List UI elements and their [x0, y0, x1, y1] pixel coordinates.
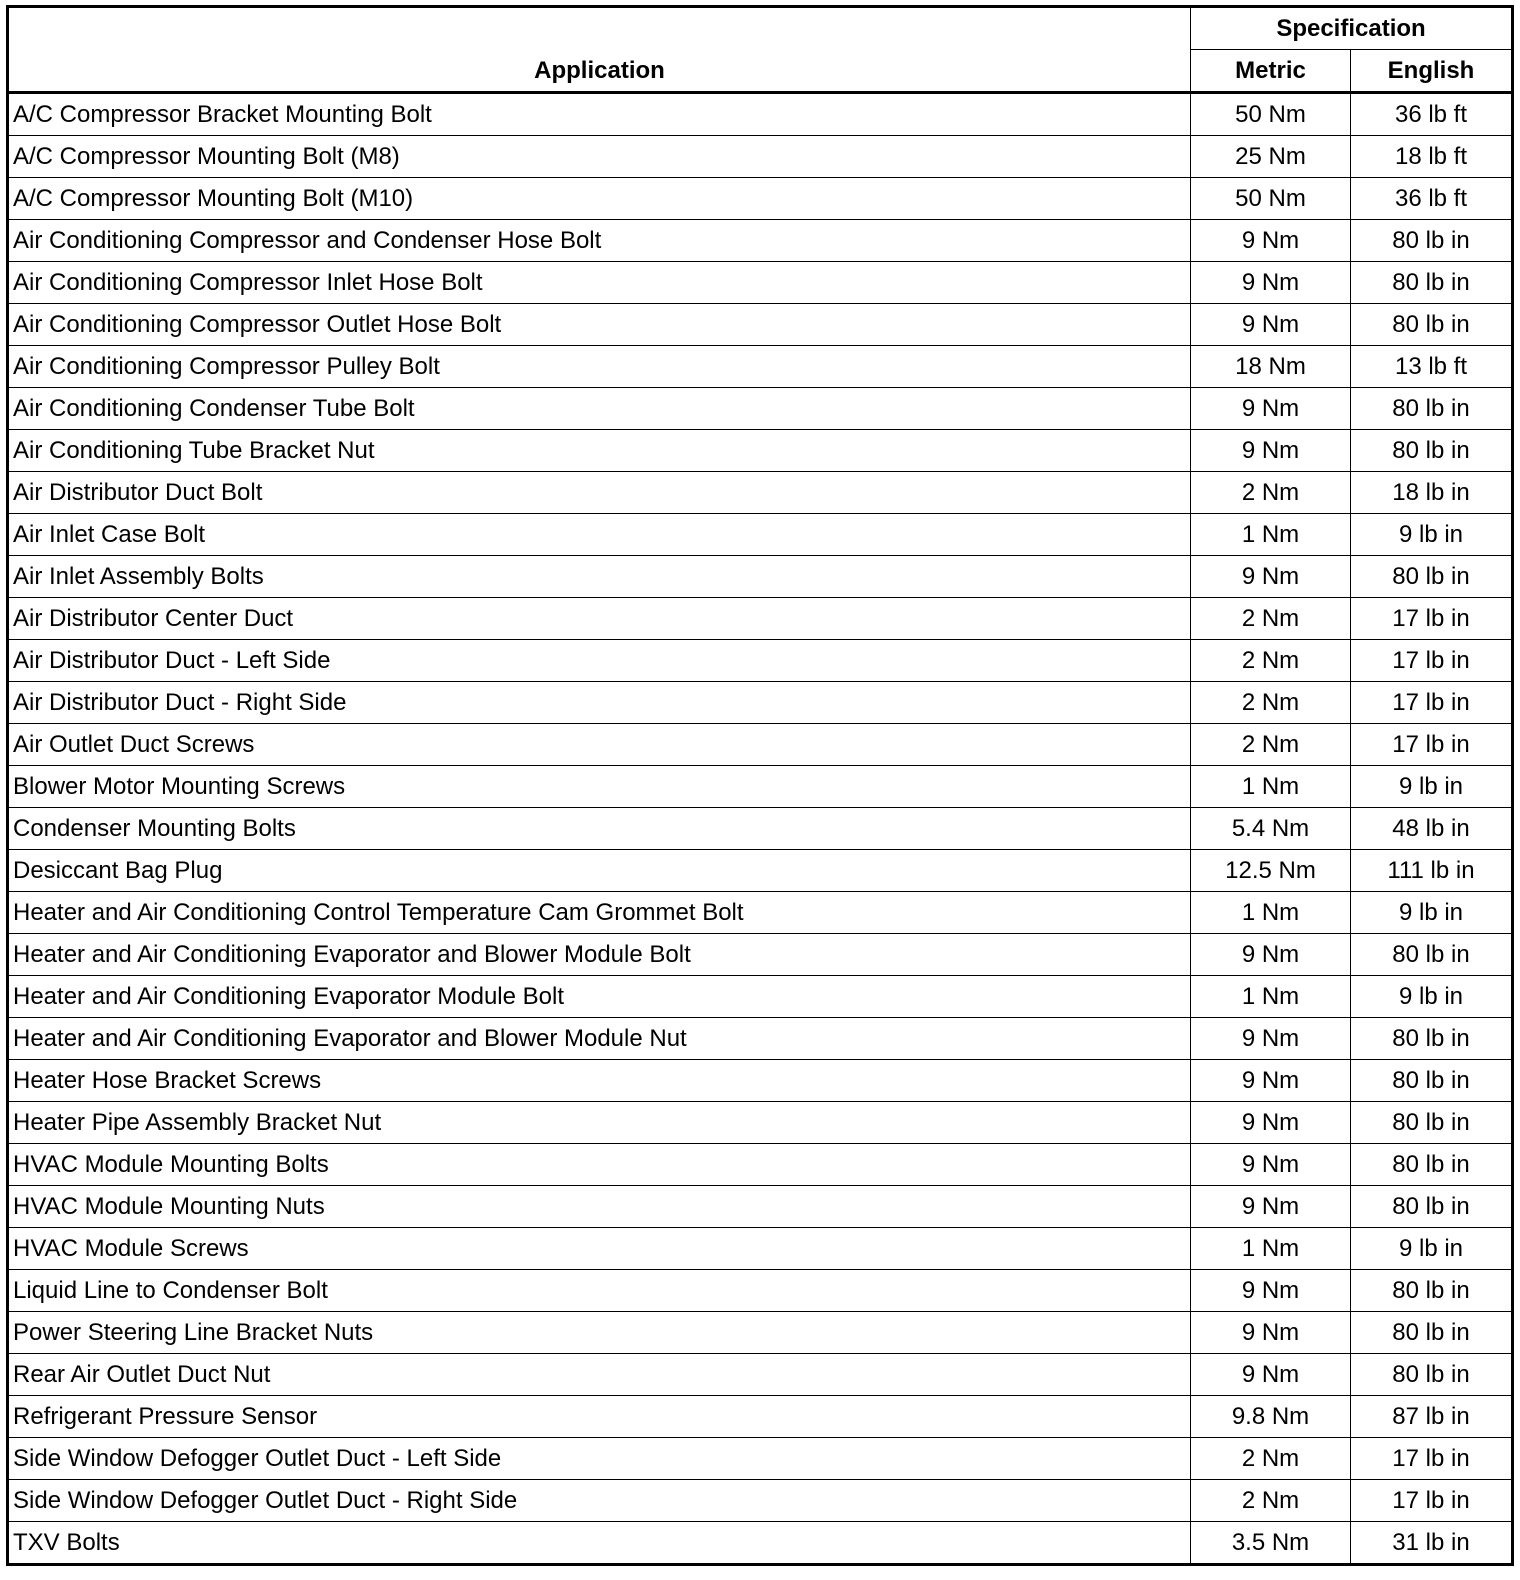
english-cell: 80 lb in [1351, 1270, 1513, 1312]
metric-cell: 1 Nm [1191, 976, 1351, 1018]
application-cell: Heater and Air Conditioning Control Temperature Cam Grommet Bolt [8, 892, 1191, 934]
metric-cell: 2 Nm [1191, 1438, 1351, 1480]
english-cell: 111 lb in [1351, 850, 1513, 892]
metric-cell: 1 Nm [1191, 766, 1351, 808]
table-row [8, 976, 1513, 1018]
fastener-spec-sheet [6, 5, 1511, 1566]
application-cell: Rear Air Outlet Duct Nut [8, 1354, 1191, 1396]
metric-cell: 9 Nm [1191, 1270, 1351, 1312]
fastener-spec-table [6, 5, 1514, 1566]
table-row [8, 1438, 1513, 1480]
metric-cell: 5.4 Nm [1191, 808, 1351, 850]
english-cell: 17 lb in [1351, 598, 1513, 640]
english-cell: 80 lb in [1351, 304, 1513, 346]
english-cell: 31 lb in [1351, 1522, 1513, 1565]
metric-cell: 2 Nm [1191, 598, 1351, 640]
metric-cell: 50 Nm [1191, 178, 1351, 220]
application-column-header: Application [8, 7, 1191, 93]
metric-cell: 9 Nm [1191, 220, 1351, 262]
application-cell: Blower Motor Mounting Screws [8, 766, 1191, 808]
application-cell: Desiccant Bag Plug [8, 850, 1191, 892]
application-cell: Air Inlet Case Bolt [8, 514, 1191, 556]
english-cell: 9 lb in [1351, 1228, 1513, 1270]
metric-cell: 9.8 Nm [1191, 1396, 1351, 1438]
english-cell: 80 lb in [1351, 1144, 1513, 1186]
table-row [8, 346, 1513, 388]
metric-cell: 9 Nm [1191, 1354, 1351, 1396]
english-cell: 80 lb in [1351, 934, 1513, 976]
application-cell: Air Conditioning Condenser Tube Bolt [8, 388, 1191, 430]
application-cell: Air Conditioning Compressor Inlet Hose Bolt [8, 262, 1191, 304]
application-cell: Condenser Mounting Bolts [8, 808, 1191, 850]
application-cell: Side Window Defogger Outlet Duct - Left Side [8, 1438, 1191, 1480]
specification-group-header: Specification [1191, 7, 1513, 50]
english-cell: 80 lb in [1351, 556, 1513, 598]
metric-cell: 9 Nm [1191, 1060, 1351, 1102]
english-cell: 80 lb in [1351, 1018, 1513, 1060]
table-row [8, 388, 1513, 430]
table-row [8, 1102, 1513, 1144]
english-cell: 80 lb in [1351, 1312, 1513, 1354]
metric-cell: 2 Nm [1191, 682, 1351, 724]
english-cell: 36 lb ft [1351, 93, 1513, 136]
application-cell: Air Conditioning Compressor Pulley Bolt [8, 346, 1191, 388]
table-row [8, 598, 1513, 640]
english-cell: 80 lb in [1351, 262, 1513, 304]
english-cell: 9 lb in [1351, 976, 1513, 1018]
table-row [8, 1060, 1513, 1102]
table-row [8, 1480, 1513, 1522]
english-cell: 13 lb ft [1351, 346, 1513, 388]
application-cell: Air Inlet Assembly Bolts [8, 556, 1191, 598]
application-cell: Air Distributor Duct - Right Side [8, 682, 1191, 724]
table-row [8, 934, 1513, 976]
english-cell: 17 lb in [1351, 1438, 1513, 1480]
application-cell: HVAC Module Mounting Nuts [8, 1186, 1191, 1228]
metric-cell: 3.5 Nm [1191, 1522, 1351, 1565]
metric-cell: 9 Nm [1191, 1018, 1351, 1060]
table-row [8, 1312, 1513, 1354]
application-cell: Air Distributor Center Duct [8, 598, 1191, 640]
application-cell: Side Window Defogger Outlet Duct - Right Side [8, 1480, 1191, 1522]
metric-cell: 9 Nm [1191, 556, 1351, 598]
table-row [8, 1270, 1513, 1312]
application-cell: Power Steering Line Bracket Nuts [8, 1312, 1191, 1354]
metric-cell: 9 Nm [1191, 430, 1351, 472]
metric-column-header: Metric [1191, 50, 1351, 93]
english-cell: 18 lb in [1351, 472, 1513, 514]
table-row [8, 640, 1513, 682]
table-row [8, 556, 1513, 598]
english-cell: 80 lb in [1351, 1354, 1513, 1396]
metric-cell: 9 Nm [1191, 1312, 1351, 1354]
table-row [8, 892, 1513, 934]
table-header [8, 7, 1513, 93]
english-cell: 48 lb in [1351, 808, 1513, 850]
metric-cell: 2 Nm [1191, 724, 1351, 766]
application-cell: Refrigerant Pressure Sensor [8, 1396, 1191, 1438]
table-row [8, 93, 1513, 136]
application-cell: Air Conditioning Tube Bracket Nut [8, 430, 1191, 472]
table-row [8, 1018, 1513, 1060]
application-cell: A/C Compressor Bracket Mounting Bolt [8, 93, 1191, 136]
table-row [8, 1228, 1513, 1270]
application-cell: Liquid Line to Condenser Bolt [8, 1270, 1191, 1312]
metric-cell: 1 Nm [1191, 514, 1351, 556]
metric-cell: 2 Nm [1191, 640, 1351, 682]
table-row [8, 1522, 1513, 1565]
application-cell: Air Distributor Duct Bolt [8, 472, 1191, 514]
metric-cell: 18 Nm [1191, 346, 1351, 388]
english-cell: 9 lb in [1351, 892, 1513, 934]
metric-cell: 9 Nm [1191, 304, 1351, 346]
table-row [8, 220, 1513, 262]
application-cell: Heater Hose Bracket Screws [8, 1060, 1191, 1102]
english-cell: 87 lb in [1351, 1396, 1513, 1438]
application-cell: Air Distributor Duct - Left Side [8, 640, 1191, 682]
table-row [8, 682, 1513, 724]
metric-cell: 1 Nm [1191, 1228, 1351, 1270]
metric-cell: 12.5 Nm [1191, 850, 1351, 892]
metric-cell: 9 Nm [1191, 934, 1351, 976]
table-body [8, 93, 1513, 1565]
application-cell: Heater and Air Conditioning Evaporator and Blower Module Bolt [8, 934, 1191, 976]
english-cell: 18 lb ft [1351, 136, 1513, 178]
application-cell: A/C Compressor Mounting Bolt (M8) [8, 136, 1191, 178]
table-row [8, 1186, 1513, 1228]
table-row [8, 514, 1513, 556]
table-row [8, 430, 1513, 472]
english-cell: 17 lb in [1351, 682, 1513, 724]
table-row [8, 1396, 1513, 1438]
table-row [8, 1144, 1513, 1186]
application-cell: HVAC Module Screws [8, 1228, 1191, 1270]
metric-cell: 1 Nm [1191, 892, 1351, 934]
english-cell: 80 lb in [1351, 1102, 1513, 1144]
table-row [8, 136, 1513, 178]
metric-cell: 9 Nm [1191, 1102, 1351, 1144]
table-row [8, 472, 1513, 514]
english-cell: 36 lb ft [1351, 178, 1513, 220]
table-row [8, 304, 1513, 346]
metric-cell: 9 Nm [1191, 388, 1351, 430]
application-cell: Air Conditioning Compressor Outlet Hose Bolt [8, 304, 1191, 346]
metric-cell: 9 Nm [1191, 1186, 1351, 1228]
application-cell: HVAC Module Mounting Bolts [8, 1144, 1191, 1186]
english-cell: 17 lb in [1351, 1480, 1513, 1522]
application-cell: Air Conditioning Compressor and Condenser Hose Bolt [8, 220, 1191, 262]
metric-cell: 25 Nm [1191, 136, 1351, 178]
table-row [8, 178, 1513, 220]
english-cell: 80 lb in [1351, 220, 1513, 262]
table-row [8, 262, 1513, 304]
metric-cell: 50 Nm [1191, 93, 1351, 136]
application-cell: A/C Compressor Mounting Bolt (M10) [8, 178, 1191, 220]
table-row [8, 850, 1513, 892]
english-cell: 80 lb in [1351, 1060, 1513, 1102]
english-cell: 80 lb in [1351, 388, 1513, 430]
table-row [8, 808, 1513, 850]
application-cell: TXV Bolts [8, 1522, 1191, 1565]
application-cell: Heater and Air Conditioning Evaporator Module Bolt [8, 976, 1191, 1018]
english-cell: 17 lb in [1351, 724, 1513, 766]
english-cell: 9 lb in [1351, 766, 1513, 808]
english-cell: 17 lb in [1351, 640, 1513, 682]
table-row [8, 724, 1513, 766]
english-column-header: English [1351, 50, 1513, 93]
metric-cell: 2 Nm [1191, 472, 1351, 514]
metric-cell: 9 Nm [1191, 1144, 1351, 1186]
metric-cell: 2 Nm [1191, 1480, 1351, 1522]
metric-cell: 9 Nm [1191, 262, 1351, 304]
application-cell: Air Outlet Duct Screws [8, 724, 1191, 766]
application-cell: Heater Pipe Assembly Bracket Nut [8, 1102, 1191, 1144]
english-cell: 80 lb in [1351, 430, 1513, 472]
application-cell: Heater and Air Conditioning Evaporator and Blower Module Nut [8, 1018, 1191, 1060]
english-cell: 9 lb in [1351, 514, 1513, 556]
table-row [8, 1354, 1513, 1396]
english-cell: 80 lb in [1351, 1186, 1513, 1228]
table-row [8, 766, 1513, 808]
